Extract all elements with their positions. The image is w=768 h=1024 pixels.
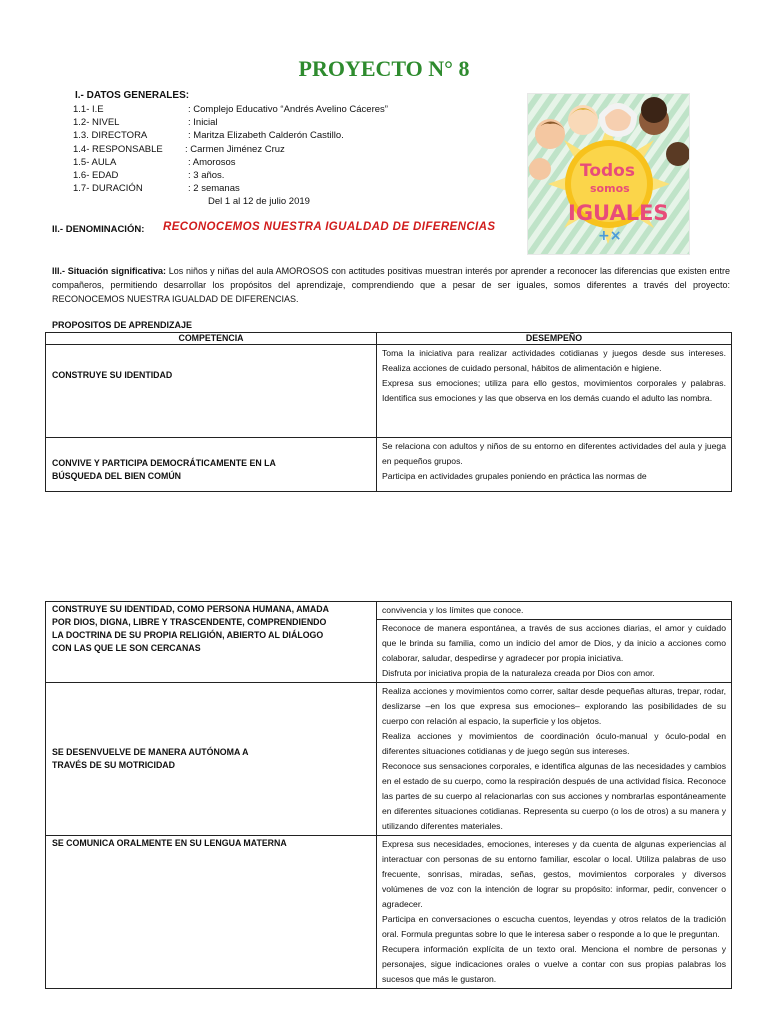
cover-title-line2: somos: [590, 182, 630, 195]
dato-label: 1.6- EDAD: [73, 170, 119, 181]
desempeno-text: Reconoce sus sensaciones corporales, e identifica algunas de las necesidades y cambios en el estado de su cuerpo, como la respiración después de una actividad física. Reconoce las partes de su cuerpo al relacionarlas con sus acciones y nombrarlas espontáneamente en diferentes situaciones cotidianas. Representa su cuerpo (o los de otros) a su manera y utilizando diferentes materiales.: [382, 761, 726, 831]
column-header-desempeno: DESEMPEÑO: [377, 333, 732, 345]
table-row: [46, 602, 732, 620]
dato-label: 1.4- RESPONSABLE: [73, 144, 163, 155]
competencia-text: CONSTRUYE SU IDENTIDAD: [52, 370, 173, 380]
desempeno-text: Toma la iniciativa para realizar actividades cotidianas y juegos desde sus intereses. Realiza acciones de cuidado personal, hábitos de alimentación e higiene.: [382, 348, 726, 373]
desempeno-cell: [377, 345, 732, 438]
dato-value: : Maritza Elizabeth Calderón Castillo.: [188, 130, 344, 141]
dato-label: 1.1- I.E: [73, 104, 104, 115]
cover-title-line1: Todos: [580, 161, 635, 181]
dato-value: : Inicial: [188, 117, 218, 128]
dato-value: : 3 años.: [188, 170, 225, 181]
denominacion-value: RECONOCEMOS NUESTRA IGUALDAD DE DIFERENCIAS: [163, 221, 496, 233]
competencia-text: SE COMUNICA ORALMENTE EN SU LENGUA MATERNA: [52, 838, 287, 848]
dato-dates-value: Del 1 al 12 de julio 2019: [208, 196, 310, 207]
desempeno-text: Expresa sus necesidades, emociones, intereses y da cuenta de algunas experiencias al interactuar con personas de su entorno familiar, escolar o local. Utiliza palabras de uso frecuente, sonrisas, miradas, señas, gestos, movimientos corporales y diversos volúmenes de voz con la intención de lograr su propósito: informar, pedir, convencer o agradecer.: [382, 839, 726, 909]
propositos-table-2: [45, 601, 732, 989]
dato-label: 1.5- AULA: [73, 157, 117, 168]
desempeno-cell: [377, 438, 732, 492]
desempeno-text: Participa en conversaciones o escucha cuentos, leyendas y otros relatos de la tradición oral. Formula preguntas sobre lo que le interesa saber o responde a lo que le preguntan.: [382, 914, 726, 939]
desempeno-text: Disfruta por iniciativa propia de la naturaleza creada por Dios con amor.: [382, 668, 655, 678]
desempeno-cell: [377, 683, 732, 836]
book-cover-illustration: [528, 94, 689, 254]
page-title: PROYECTO N° 8: [298, 56, 470, 81]
dato-value: : Carmen Jiménez Cruz: [185, 144, 285, 155]
desempeno-cell: [377, 602, 732, 620]
situacion-paragraph: [52, 264, 730, 306]
desempeno-cell: [377, 836, 732, 989]
situacion-label: III.- Situación significativa:: [52, 266, 166, 276]
competencia-cell: [46, 345, 377, 438]
desempeno-cell: [377, 620, 732, 683]
cover-title-line3: IGUALES: [568, 201, 669, 225]
competencia-cell: [46, 602, 377, 683]
desempeno-text: Reconoce de manera espontánea, a través de sus acciones diarias, el amor y cuidado que le brinda su familia, como un indicio del amor de Dios, y da inicio a acciones como colaborar, saludar, despedirse y agradecer por propia iniciativa.: [382, 623, 726, 663]
denominacion-label: II.- DENOMINACIÓN:: [52, 224, 145, 235]
column-header-competencia: COMPETENCIA: [46, 333, 377, 345]
desempeno-text: Realiza acciones y movimientos como correr, saltar desde pequeñas alturas, trepar, rodar, deslizarse –en los que expresa sus emociones– explorando las posibilidades de su cuerpo con relación al espacio, la superficie y los objetos.: [382, 686, 726, 726]
datos-generales-heading: I.- DATOS GENERALES:: [75, 90, 190, 101]
cover-symbols: +×: [598, 228, 622, 244]
competencia-cell: [46, 438, 377, 492]
propositos-table-1: [45, 332, 732, 492]
competencia-text: CONVIVE Y PARTICIPA DEMOCRÁTICAMENTE EN LA BÚSQUEDA DEL BIEN COMÚN: [52, 457, 276, 481]
table-header-row: [46, 333, 732, 345]
table-row: [46, 345, 732, 438]
book-cover-image: [527, 93, 690, 255]
desempeno-text: Participa en actividades grupales poniendo en práctica las normas de: [382, 471, 647, 481]
dato-label: 1.3. DIRECTORA: [73, 130, 148, 141]
dato-value: : Amorosos: [188, 157, 236, 168]
dato-label: 1.7- DURACIÓN: [73, 183, 143, 194]
competencia-cell: [46, 683, 377, 836]
desempeno-text: Realiza acciones y movimientos de coordinación óculo-manual y óculo-podal en diferentes situaciones cotidianas y de juego según sus intereses.: [382, 731, 726, 756]
dato-value: : 2 semanas: [188, 183, 240, 194]
table-row: [46, 836, 732, 989]
table-row: [46, 438, 732, 492]
desempeno-text: Expresa sus emociones; utiliza para ello gestos, movimientos corporales y palabras. Identifica sus emociones y las que observa en los demás cuando el adulto las nombra.: [382, 378, 726, 403]
competencia-text: SE DESENVUELVE DE MANERA AUTÓNOMA A TRAVÉS DE SU MOTRICIDAD: [52, 747, 249, 770]
desempeno-text: Recupera información explícita de un texto oral. Menciona el nombre de personas y personajes, sigue indicaciones orales o vuelve a contar con sus propias palabras los sucesos que más le gustaron.: [382, 944, 726, 984]
competencia-text: CONSTRUYE SU IDENTIDAD, COMO PERSONA HUMANA, AMADA POR DIOS, DIGNA, LIBRE Y TRASCENDENTE, COMPRENDIENDO LA DOCTRINA DE SU PROPIA RELIGIÓN, ABIERTO AL DIÁLOGO CON LAS QUE LE SON CERCANAS: [52, 604, 329, 653]
desempeno-continuation: convivencia y los límites que conoce.: [382, 605, 524, 615]
competencia-cell: [46, 836, 377, 989]
table-row: [46, 683, 732, 836]
desempeno-text: Se relaciona con adultos y niños de su entorno en diferentes actividades del aula y juega en pequeños grupos.: [382, 441, 726, 466]
propositos-heading: PROPOSITOS DE APRENDIZAJE: [52, 320, 193, 330]
situacion-text: Los niños y niñas del aula AMOROSOS con actitudes positivas muestran interés por aprender a reconocer las diferencias que existen entre compañeros, permitiendo desarrollar los propósitos del aprendizaje, comprendiendo que a pesar de ser iguales, somos diferentes a través del proyecto: RECONOCEMOS NUESTRA IGUALDAD DE DIFERENCIAS.: [52, 266, 730, 304]
dato-label: 1.2- NIVEL: [73, 117, 120, 128]
dato-value: : Complejo Educativo “Andrés Avelino Cáceres”: [188, 104, 388, 115]
